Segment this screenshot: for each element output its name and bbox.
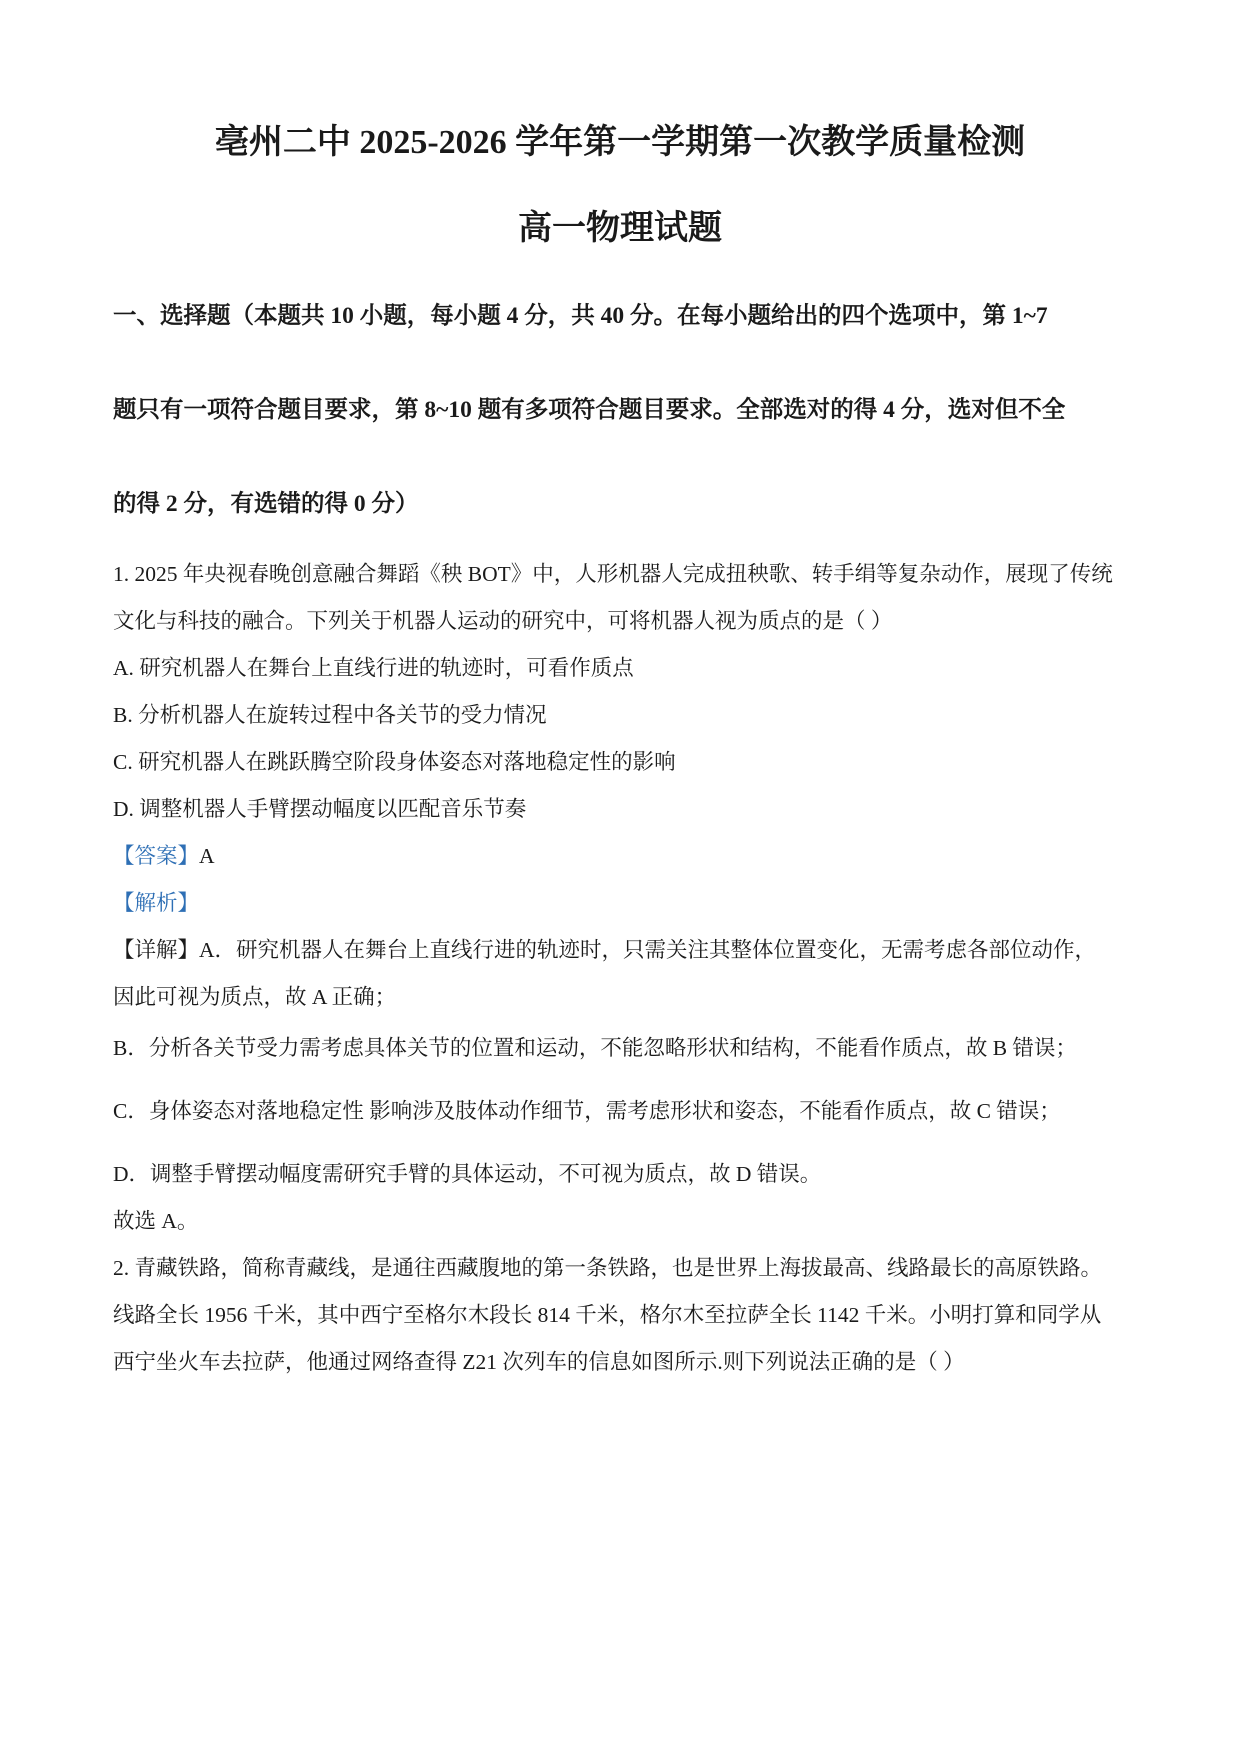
q1-option-a: A. 研究机器人在舞台上直线行进的轨迹时，可看作质点 <box>113 656 634 680</box>
section-heading-line-3: 的得 2 分，有选错的得 0 分） <box>113 491 419 517</box>
analysis-tag: 【解析】 <box>113 891 200 915</box>
section-heading-line-2: 题只有一项符合题目要求，第 8~10 题有多项符合题目要求。全部选对的得 4 分，选对但不全 <box>113 397 1066 423</box>
q1-stem-line-1: 1. 2025 年央视春晚创意融合舞蹈《秧 BOT》中，人形机器人完成扭秧歌、转手绢等复杂动作，展现了传统 <box>113 562 1113 586</box>
answer-value: A <box>199 844 215 868</box>
q2-stem-line-2: 线路全长 1956 千米，其中西宁至格尔木段长 814 千米，格尔木至拉萨全长 1142 千米。小明打算和同学从 <box>113 1303 1102 1327</box>
q1-answer <box>113 839 1143 870</box>
q1-conclusion: 故选 A。 <box>113 1209 199 1233</box>
q1-stem-line-2: 文化与科技的融合。下列关于机器人运动的研究中，可将机器人视为质点的是（ ） <box>113 609 893 633</box>
section-heading-line-1: 一、选择题（本题共 10 小题，每小题 4 分，共 40 分。在每小题给出的四个选项中，第 1~7 <box>113 303 1048 329</box>
q2-stem-line-1: 2. 青藏铁路，简称青藏线，是通往西藏腹地的第一条铁路，也是世界上海拔最高、线路最长的高原铁路。 <box>113 1256 1103 1280</box>
answer-tag: 【答案】 <box>113 844 200 868</box>
q1-detail-line-4: C．身体姿态对落地稳定性 影响涉及肢体动作细节，需考虑形状和姿态，不能看作质点，故 C 错误； <box>113 1099 1061 1123</box>
q1-detail-line-1: 【详解】A．研究机器人在舞台上直线行进的轨迹时，只需关注其整体位置变化，无需考虑各部位动作， <box>113 938 1097 962</box>
q2-stem-line-3: 西宁坐火车去拉萨，他通过网络查得 Z21 次列车的信息如图所示.则下列说法正确的是（ ） <box>113 1350 965 1374</box>
q1-option-b: B. 分析机器人在旋转过程中各关节的受力情况 <box>113 703 547 727</box>
q1-detail-line-3: B．分析各关节受力需考虑具体关节的位置和运动，不能忽略形状和结构，不能看作质点，故 B 错误； <box>113 1036 1077 1060</box>
q1-detail-line-5: D．调整手臂摆动幅度需研究手臂的具体运动，不可视为质点，故 D 错误。 <box>113 1162 822 1186</box>
page-subtitle: 高一物理试题 <box>518 210 722 247</box>
q1-detail-line-2: 因此可视为质点，故 A 正确； <box>113 985 397 1009</box>
q1-option-d: D. 调整机器人手臂摆动幅度以匹配音乐节奏 <box>113 797 527 821</box>
page-title: 亳州二中 2025-2026 学年第一学期第一次教学质量检测 <box>214 124 1026 161</box>
q1-option-c: C. 研究机器人在跳跃腾空阶段身体姿态对落地稳定性的影响 <box>113 750 676 774</box>
